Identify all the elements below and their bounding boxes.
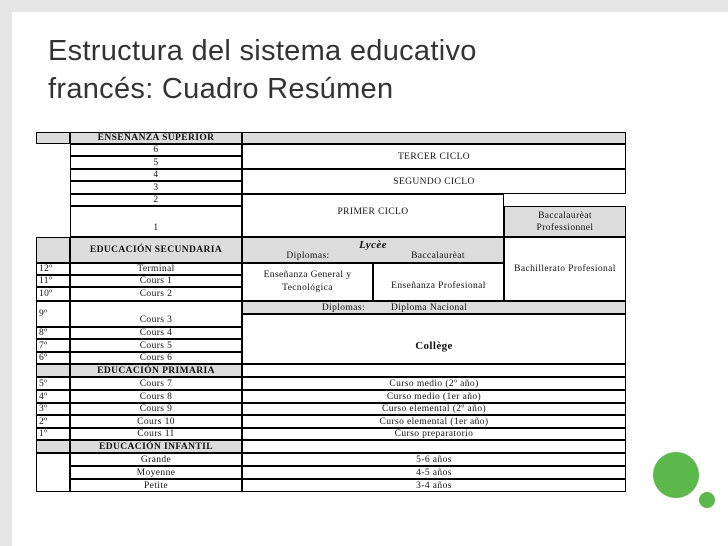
- lycee-diplomas-value: Baccalaurèat: [373, 250, 504, 263]
- grade-4: 4º: [36, 390, 70, 403]
- infantil-header-spacer: [36, 440, 70, 453]
- course-9: Cours 9: [70, 403, 242, 415]
- primaria-header: EDUCACIÓN PRIMARIA: [70, 364, 242, 377]
- grade-2: 2º: [36, 415, 70, 428]
- course-5: Cours 5: [70, 339, 242, 352]
- age-4-5: 4-5 años: [242, 466, 626, 479]
- primer-ciclo: PRIMER CICLO: [242, 194, 504, 237]
- infantil-grade-spacer: [36, 453, 70, 492]
- grade-12: 12º: [36, 263, 70, 275]
- age-5-6: 5-6 años: [242, 453, 626, 466]
- superior-year-3: 3: [70, 181, 242, 194]
- grade-11: 11º: [36, 275, 70, 287]
- decor-circle-large: [653, 452, 699, 498]
- secundaria-header: EDUCACIÓN SECUNDARIA: [70, 237, 242, 263]
- ensenanza-general: Enseñanza General y Tecnológica: [242, 263, 373, 301]
- section-grande: Grande: [70, 453, 242, 466]
- left-decor-bar: [0, 0, 12, 546]
- curso-medio-1: Curso medio (1er año): [242, 390, 626, 403]
- course-7: Cours 7: [70, 377, 242, 390]
- segundo-ciclo: SEGUNDO CICLO: [242, 169, 626, 194]
- course-1: Cours 1: [70, 275, 242, 287]
- secundaria-header-spacer: [36, 237, 70, 263]
- title-line-2: francés: Cuadro Resúmen: [48, 73, 394, 105]
- grade-1: 1º: [36, 428, 70, 440]
- grade-9: 9º: [36, 301, 70, 327]
- title-line-1: Estructura del sistema educativo: [48, 35, 477, 67]
- college-diplomas-label: Diplomas:: [242, 301, 373, 314]
- infantil-header-fill: [242, 440, 626, 453]
- superior-header: ENSEÑANZA SUPERIOR: [70, 132, 242, 144]
- curso-medio-2: Curso medio (2º año): [242, 377, 626, 390]
- decor-circle-small: [699, 492, 715, 508]
- curso-elemental-2: Curso elemental (2º año): [242, 403, 626, 415]
- baccalaureat-professionnel: Baccalaurèat Professionnel: [504, 206, 626, 237]
- grade-3: 3º: [36, 403, 70, 415]
- tercer-ciclo: TERCER CICLO: [242, 144, 626, 169]
- section-petite: Petite: [70, 479, 242, 492]
- superior-year-2: 2: [70, 194, 242, 206]
- curso-preparatorio: Curso preparatorio: [242, 428, 626, 440]
- superior-header-spacer: [36, 132, 70, 144]
- college-diplomas-value: Diploma Nacional: [373, 301, 626, 314]
- primaria-header-spacer: [36, 364, 70, 377]
- grade-10: 10º: [36, 287, 70, 301]
- top-decor-bar: [0, 0, 728, 12]
- superior-year-4: 4: [70, 169, 242, 181]
- infantil-header: EDUCACIÓN INFANTIL: [70, 440, 242, 453]
- course-8: Cours 8: [70, 390, 242, 403]
- course-3: Cours 3: [70, 301, 242, 327]
- curso-elemental-1: Curso elemental (1er año): [242, 415, 626, 428]
- grade-7: 7º: [36, 339, 70, 352]
- superior-year-5: 5: [70, 156, 242, 169]
- grade-6: 6º: [36, 352, 70, 364]
- grade-8: 8º: [36, 327, 70, 339]
- ensenanza-profesional: Enseñanza Profesional: [373, 263, 504, 301]
- course-2: Cours 2: [70, 287, 242, 301]
- primaria-header-fill: [242, 364, 626, 377]
- course-11: Cours 11: [70, 428, 242, 440]
- slide-title: [48, 32, 688, 108]
- college-label: Collège: [242, 314, 626, 364]
- age-3-4: 3-4 años: [242, 479, 626, 492]
- superior-year-1: 1: [70, 206, 242, 237]
- superior-year-6: 6: [70, 144, 242, 156]
- lycee-diplomas-label: Diplomas:: [242, 250, 373, 263]
- course-6: Cours 6: [70, 352, 242, 364]
- course-terminal: Terminal: [70, 263, 242, 275]
- course-4: Cours 4: [70, 327, 242, 339]
- bachillerato-profesional: Bachillerato Profesional: [504, 237, 626, 301]
- superior-header-fill: [242, 132, 626, 144]
- lycee-label: Lycèe: [242, 237, 504, 251]
- course-10: Cours 10: [70, 415, 242, 428]
- section-moyenne: Moyenne: [70, 466, 242, 479]
- education-table: [36, 132, 626, 492]
- grade-5: 5º: [36, 377, 70, 390]
